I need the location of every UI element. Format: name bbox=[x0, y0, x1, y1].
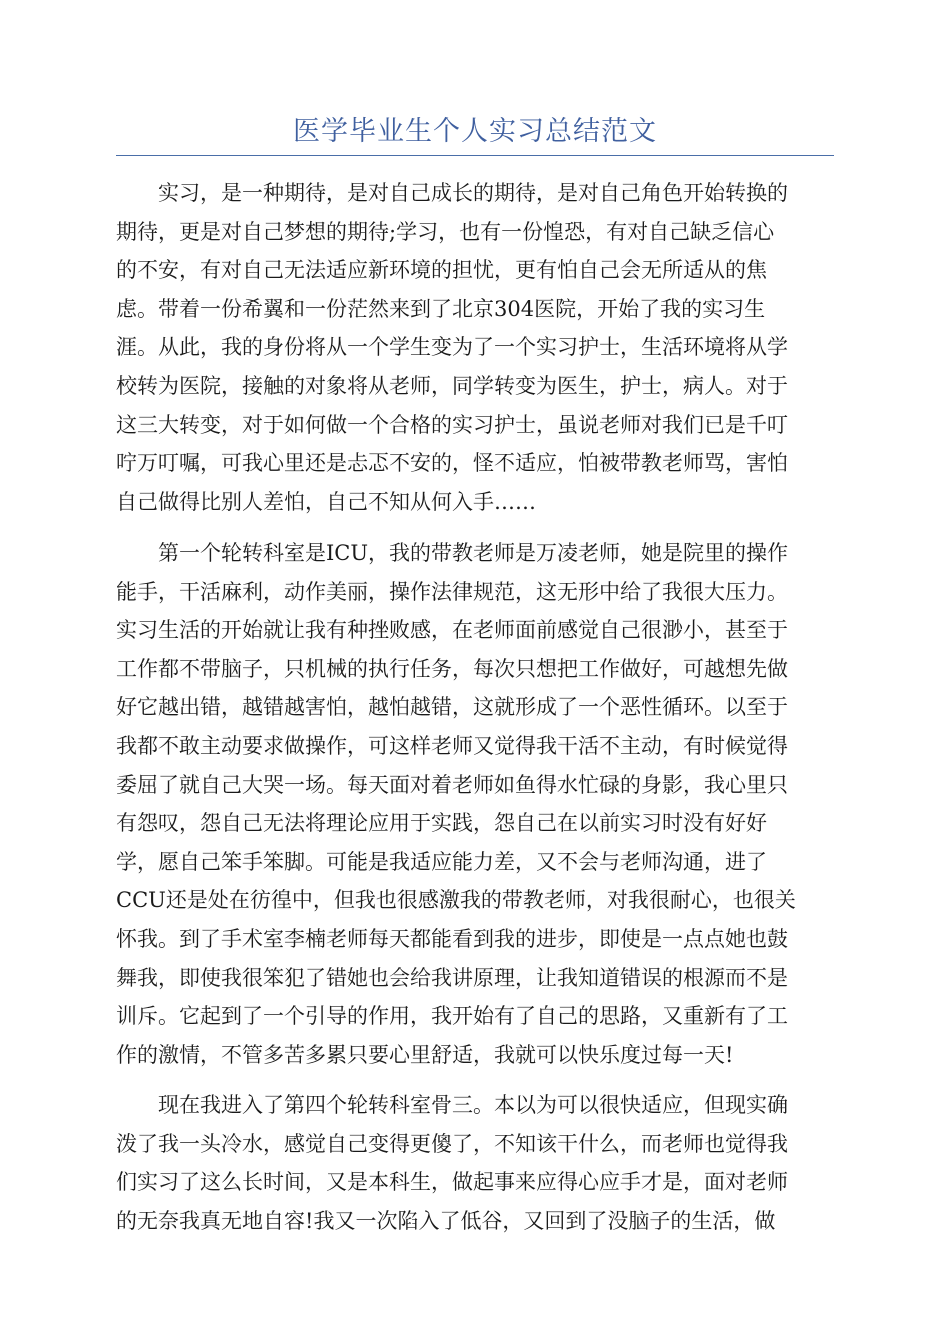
paragraph-line: 现在我进入了第四个轮转科室骨三。本以为可以很快适应，但现实确 bbox=[116, 1093, 788, 1117]
paragraph-line: 的不安，有对自己无法适应新环境的担忧，更有怕自己会无所适从的焦 bbox=[116, 258, 767, 283]
paragraph-line: 自己做得比别人差怕，自己不知从何入手…… bbox=[116, 489, 536, 514]
paragraph-line: 的无奈我真无地自容!我又一次陷入了低谷，又回到了没脑子的生活，做 bbox=[116, 1208, 776, 1233]
paragraph-line: 有怨叹，怨自己无法将理论应用于实践，怨自己在以前实习时没有好好 bbox=[116, 811, 767, 836]
paragraph-line: 训斥。它起到了一个引导的作用，我开始有了自己的思路，又重新有了工 bbox=[116, 1004, 788, 1029]
paragraph-line: 能手，干活麻利，动作美丽，操作法律规范，这无形中给了我很大压力。 bbox=[116, 579, 788, 604]
paragraph-line: 虑。带着一份希翼和一份茫然来到了北京304医院，开始了我的实习生 bbox=[116, 296, 766, 321]
paragraph-line: 好它越出错，越错越害怕，越怕越错，这就形成了一个恶性循环。以至于 bbox=[116, 695, 788, 720]
paragraph-line: 校转为医院，接触的对象将从老师，同学转变为医生，护士，病人。对于 bbox=[116, 373, 788, 398]
paragraph-line: CCU还是处在彷徨中，但我也很感激我的带教老师，对我很耐心，也很关 bbox=[116, 888, 796, 913]
document-title: 医学毕业生个人实习总结范文 bbox=[293, 116, 657, 147]
title-underline bbox=[116, 155, 834, 156]
paragraph-line: 作的激情，不管多苦多累只要心里舒适，我就可以快乐度过每一天! bbox=[116, 1042, 734, 1067]
paragraph-line: 舞我，即使我很笨犯了错她也会给我讲原理，让我知道错误的根源而不是 bbox=[116, 965, 788, 990]
paragraph-line: 们实习了这么长时间，又是本科生，做起事来应得心应手才是，面对老师 bbox=[116, 1170, 788, 1195]
paragraph-line: 泼了我一头冷水，感觉自己变得更傻了，不知该干什么，而老师也觉得我 bbox=[116, 1131, 788, 1156]
paragraph-line: 我都不敢主动要求做操作，可这样老师又觉得我干活不主动，有时候觉得 bbox=[116, 733, 788, 758]
paragraph-line: 咛万叮嘱，可我心里还是忐忑不安的，怪不适应，怕被带教老师骂，害怕 bbox=[116, 451, 788, 476]
paragraph-line: 委屈了就自己大哭一场。每天面对着老师如鱼得水忙碌的身影，我心里只 bbox=[116, 772, 788, 797]
paragraph-line: 第一个轮转科室是ICU，我的带教老师是万凌老师，她是院里的操作 bbox=[116, 541, 789, 565]
paragraph-1 bbox=[116, 174, 834, 521]
paragraph-line: 涯。从此，我的身份将从一个学生变为了一个实习护士，生活环境将从学 bbox=[116, 335, 788, 360]
paragraph-2 bbox=[116, 534, 834, 1074]
paragraph-line: 工作都不带脑子，只机械的执行任务，每次只想把工作做好，可越想先做 bbox=[116, 656, 788, 681]
paragraph-line: 实习生活的开始就让我有种挫败感，在老师面前感觉自己很渺小，甚至于 bbox=[116, 618, 788, 643]
paragraph-line: 期待，更是对自己梦想的期待;学习，也有一份惶恐，有对自己缺乏信心 bbox=[116, 219, 775, 244]
paragraph-line: 这三大转变，对于如何做一个合格的实习护士，虽说老师对我们已是千叮 bbox=[116, 412, 788, 437]
paragraph-3 bbox=[116, 1086, 834, 1240]
paragraph-line: 怀我。到了手术室李楠老师每天都能看到我的进步，即使是一点点她也鼓 bbox=[116, 926, 788, 951]
paragraph-line: 学，愿自己笨手笨脚。可能是我适应能力差，又不会与老师沟通，进了 bbox=[116, 849, 767, 874]
paragraph-line: 实习，是一种期待，是对自己成长的期待，是对自己角色开始转换的 bbox=[116, 181, 788, 205]
